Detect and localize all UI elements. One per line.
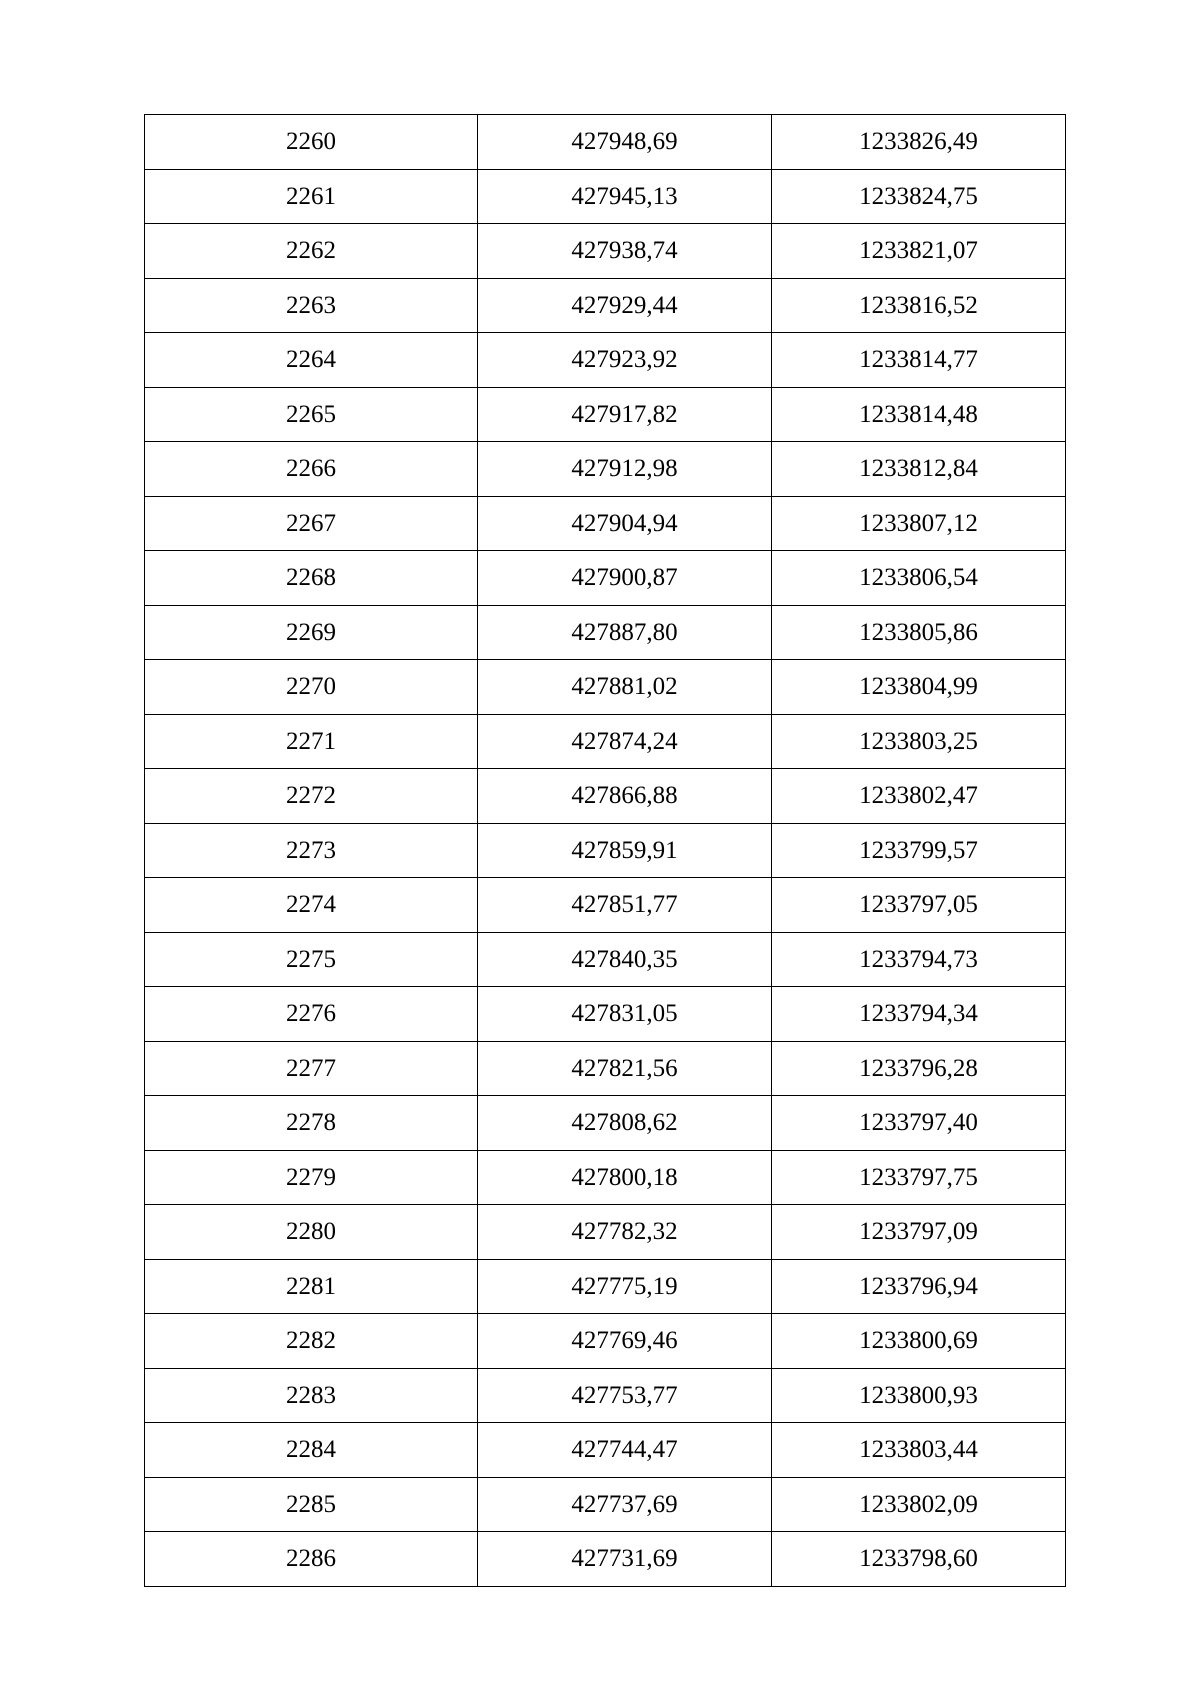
table-row <box>145 1205 1066 1260</box>
point-number-cell: 2267 <box>145 496 478 551</box>
y-coordinate-cell: 1233803,25 <box>772 714 1066 769</box>
coordinates-table <box>144 114 1066 1587</box>
point-number-cell: 2276 <box>145 987 478 1042</box>
x-coordinate-cell: 427808,62 <box>478 1096 772 1151</box>
table-row <box>145 987 1066 1042</box>
y-coordinate-cell: 1233805,86 <box>772 605 1066 660</box>
y-coordinate-cell: 1233802,47 <box>772 769 1066 824</box>
y-coordinate-cell: 1233824,75 <box>772 169 1066 224</box>
table-row <box>145 496 1066 551</box>
point-number-cell: 2262 <box>145 224 478 279</box>
y-coordinate-cell: 1233797,75 <box>772 1150 1066 1205</box>
table-row <box>145 1041 1066 1096</box>
y-coordinate-cell: 1233797,09 <box>772 1205 1066 1260</box>
point-number-cell: 2279 <box>145 1150 478 1205</box>
point-number-cell: 2269 <box>145 605 478 660</box>
y-coordinate-cell: 1233796,28 <box>772 1041 1066 1096</box>
y-coordinate-cell: 1233806,54 <box>772 551 1066 606</box>
x-coordinate-cell: 427866,88 <box>478 769 772 824</box>
point-number-cell: 2280 <box>145 1205 478 1260</box>
y-coordinate-cell: 1233814,48 <box>772 387 1066 442</box>
table-row <box>145 1532 1066 1587</box>
x-coordinate-cell: 427831,05 <box>478 987 772 1042</box>
point-number-cell: 2281 <box>145 1259 478 1314</box>
point-number-cell: 2285 <box>145 1477 478 1532</box>
x-coordinate-cell: 427775,19 <box>478 1259 772 1314</box>
x-coordinate-cell: 427731,69 <box>478 1532 772 1587</box>
table-row <box>145 714 1066 769</box>
y-coordinate-cell: 1233821,07 <box>772 224 1066 279</box>
table-row <box>145 1314 1066 1369</box>
point-number-cell: 2264 <box>145 333 478 388</box>
y-coordinate-cell: 1233796,94 <box>772 1259 1066 1314</box>
y-coordinate-cell: 1233799,57 <box>772 823 1066 878</box>
coordinates-table-body <box>145 115 1066 1587</box>
x-coordinate-cell: 427912,98 <box>478 442 772 497</box>
x-coordinate-cell: 427900,87 <box>478 551 772 606</box>
table-row <box>145 387 1066 442</box>
table-row <box>145 333 1066 388</box>
x-coordinate-cell: 427753,77 <box>478 1368 772 1423</box>
table-row <box>145 442 1066 497</box>
point-number-cell: 2277 <box>145 1041 478 1096</box>
y-coordinate-cell: 1233807,12 <box>772 496 1066 551</box>
table-row <box>145 1423 1066 1478</box>
y-coordinate-cell: 1233812,84 <box>772 442 1066 497</box>
point-number-cell: 2270 <box>145 660 478 715</box>
x-coordinate-cell: 427904,94 <box>478 496 772 551</box>
x-coordinate-cell: 427938,74 <box>478 224 772 279</box>
x-coordinate-cell: 427887,80 <box>478 605 772 660</box>
point-number-cell: 2284 <box>145 1423 478 1478</box>
table-row <box>145 115 1066 170</box>
table-row <box>145 660 1066 715</box>
table-row <box>145 1368 1066 1423</box>
y-coordinate-cell: 1233797,05 <box>772 878 1066 933</box>
x-coordinate-cell: 427737,69 <box>478 1477 772 1532</box>
point-number-cell: 2275 <box>145 932 478 987</box>
table-row <box>145 1259 1066 1314</box>
point-number-cell: 2278 <box>145 1096 478 1151</box>
y-coordinate-cell: 1233800,93 <box>772 1368 1066 1423</box>
table-row <box>145 878 1066 933</box>
point-number-cell: 2263 <box>145 278 478 333</box>
y-coordinate-cell: 1233804,99 <box>772 660 1066 715</box>
point-number-cell: 2261 <box>145 169 478 224</box>
point-number-cell: 2283 <box>145 1368 478 1423</box>
table-row <box>145 169 1066 224</box>
table-row <box>145 1150 1066 1205</box>
table-row <box>145 823 1066 878</box>
table-row <box>145 769 1066 824</box>
table-row <box>145 1096 1066 1151</box>
y-coordinate-cell: 1233802,09 <box>772 1477 1066 1532</box>
point-number-cell: 2282 <box>145 1314 478 1369</box>
table-row <box>145 278 1066 333</box>
table-row <box>145 932 1066 987</box>
x-coordinate-cell: 427929,44 <box>478 278 772 333</box>
x-coordinate-cell: 427917,82 <box>478 387 772 442</box>
y-coordinate-cell: 1233814,77 <box>772 333 1066 388</box>
point-number-cell: 2273 <box>145 823 478 878</box>
point-number-cell: 2265 <box>145 387 478 442</box>
y-coordinate-cell: 1233816,52 <box>772 278 1066 333</box>
point-number-cell: 2266 <box>145 442 478 497</box>
point-number-cell: 2286 <box>145 1532 478 1587</box>
y-coordinate-cell: 1233797,40 <box>772 1096 1066 1151</box>
x-coordinate-cell: 427782,32 <box>478 1205 772 1260</box>
point-number-cell: 2274 <box>145 878 478 933</box>
y-coordinate-cell: 1233826,49 <box>772 115 1066 170</box>
y-coordinate-cell: 1233794,73 <box>772 932 1066 987</box>
x-coordinate-cell: 427821,56 <box>478 1041 772 1096</box>
point-number-cell: 2271 <box>145 714 478 769</box>
x-coordinate-cell: 427744,47 <box>478 1423 772 1478</box>
point-number-cell: 2268 <box>145 551 478 606</box>
y-coordinate-cell: 1233803,44 <box>772 1423 1066 1478</box>
x-coordinate-cell: 427800,18 <box>478 1150 772 1205</box>
x-coordinate-cell: 427874,24 <box>478 714 772 769</box>
x-coordinate-cell: 427945,13 <box>478 169 772 224</box>
x-coordinate-cell: 427881,02 <box>478 660 772 715</box>
point-number-cell: 2260 <box>145 115 478 170</box>
table-row <box>145 224 1066 279</box>
y-coordinate-cell: 1233800,69 <box>772 1314 1066 1369</box>
x-coordinate-cell: 427859,91 <box>478 823 772 878</box>
x-coordinate-cell: 427923,92 <box>478 333 772 388</box>
x-coordinate-cell: 427769,46 <box>478 1314 772 1369</box>
table-row <box>145 1477 1066 1532</box>
table-row <box>145 551 1066 606</box>
y-coordinate-cell: 1233794,34 <box>772 987 1066 1042</box>
x-coordinate-cell: 427851,77 <box>478 878 772 933</box>
point-number-cell: 2272 <box>145 769 478 824</box>
table-row <box>145 605 1066 660</box>
x-coordinate-cell: 427840,35 <box>478 932 772 987</box>
y-coordinate-cell: 1233798,60 <box>772 1532 1066 1587</box>
x-coordinate-cell: 427948,69 <box>478 115 772 170</box>
